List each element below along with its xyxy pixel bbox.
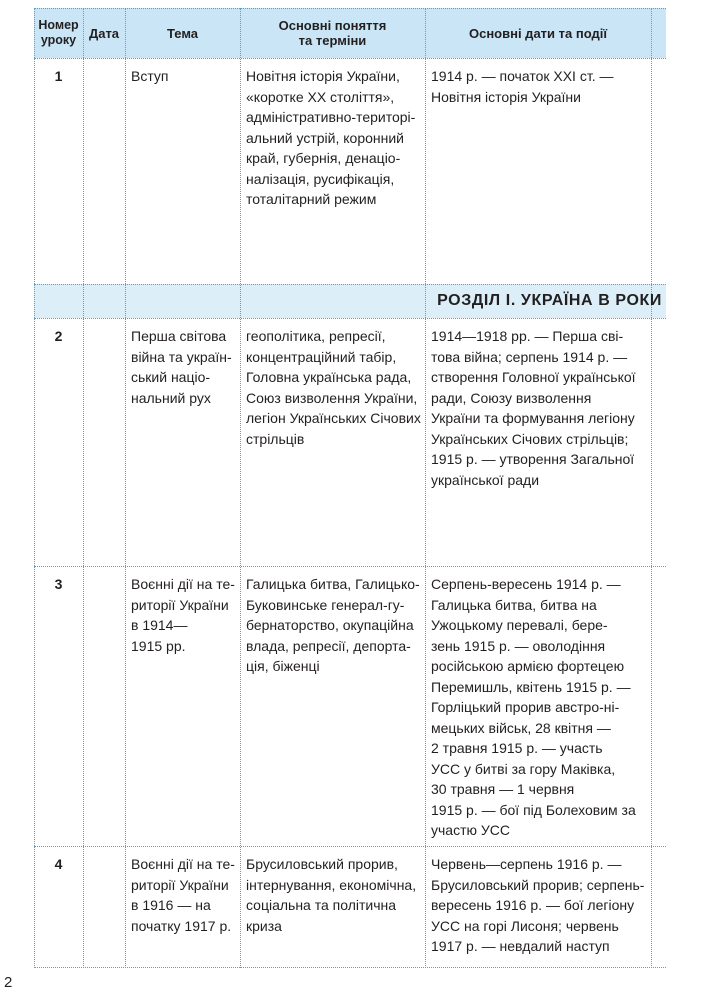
row-2-topic: Перша світова війна та україн- ський націо- нальний рух (131, 328, 232, 406)
header-events: Основні дати та події (468, 25, 607, 41)
grid-line-v (125, 8, 126, 968)
grid-line-h (34, 566, 666, 567)
row-2-concepts: геополітика, репресії, концентраційний табір, Головна українська рада, Союз визволення України, легіон Українських Січових стрільців (246, 328, 421, 447)
row-2-events: 1914—1918 рр. — Перша сві- това війна; серпень 1914 р. — створення Головної української ради, Союзу визволення України та формування легіону Українських Січових стрільців; 1915 р. — утворення Загальної української ради (431, 328, 636, 488)
header-topic: Тема (166, 25, 199, 41)
grid-line-h (34, 967, 666, 968)
row-1-concepts: Новітня історія України, «коротке ХХ століття», адміністративно-територі- альний устрій, коронний край, губернія, денаціо- налізація, русифікація, тоталітарний режим (246, 68, 416, 207)
row-4-concepts: Брусиловський прорив, інтернування, економічна, соціальна та політична криза (246, 856, 417, 934)
row-3-events: Серпень-вересень 1914 р. — Галицька битва, битва на Ужоцькому перевалі, бере- зень 1915 р. — оволодіння російською армією фортецею Перемишль, квітень 1915 р. — Горліцький прорив австро-ні- мецьких військ, 28 квітня — 2 травня 1915 р. — участь УСС у битві за гору Маківка, 30 травня — 1 червня 1915 р. — бої під Болеховим за участю УСС (431, 576, 636, 838)
row-1-number: 1 (54, 68, 63, 84)
grid-line-v (83, 8, 84, 968)
section-title: РОЗДІЛ І. УКРАЇНА В РОКИ (437, 292, 662, 309)
grid-line-v (34, 8, 35, 968)
row-1-topic: Вступ (131, 68, 169, 84)
header-date: Дата (88, 25, 120, 41)
page-number: 2 (4, 974, 13, 991)
row-1-events: 1914 р. — початок ХХІ ст. — Новітня історія України (431, 68, 614, 105)
grid-line-v (425, 8, 426, 968)
row-4-events: Червень—серпень 1916 р. — Брусиловський прорив; серпень- вересень 1916 р. — бої легіону УСС на горі Лисоня; червень 1917 р. — невдалий наступ (431, 856, 645, 954)
row-3-concepts: Галицька битва, Галицько- Буковинське генерал-гу- бернаторство, окупаційна влада, репресії, депорта- ція, біженці (246, 576, 420, 674)
row-3-number: 3 (54, 576, 63, 592)
row-3-topic: Воєнні дії на те- риторії України в 1914— 1915 рр. (131, 576, 235, 654)
grid-line-h (34, 846, 666, 847)
header-concepts: Основні поняття та терміни (278, 18, 387, 48)
row-4-number: 4 (54, 856, 63, 872)
row-2-number: 2 (54, 328, 63, 344)
grid-line-h (34, 58, 666, 59)
grid-line-v (240, 8, 241, 968)
grid-line-h (34, 318, 666, 319)
grid-line-v (651, 8, 652, 968)
row-4-topic: Воєнні дії на те- риторії України в 1916 — на початку 1917 р. (131, 856, 235, 934)
header-lesson-number: Номер уроку (38, 18, 79, 47)
